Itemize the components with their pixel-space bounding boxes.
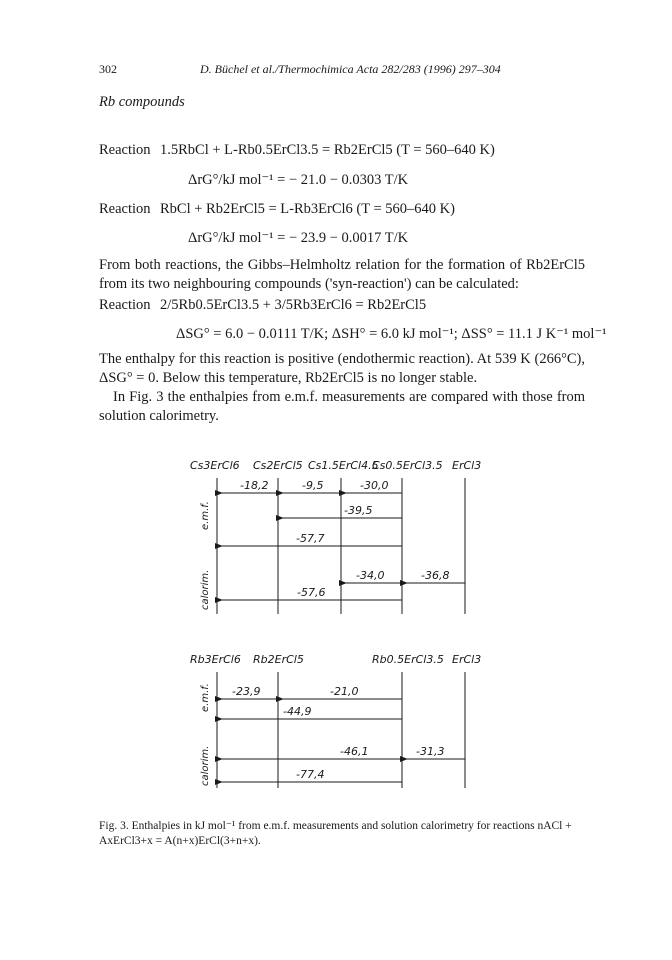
cs-header-3: Cs1.5ErCl4.5 bbox=[308, 459, 379, 472]
cs-header-5: ErCl3 bbox=[452, 459, 482, 472]
rb-cal-value: -77,4 bbox=[296, 768, 325, 781]
figure-caption: Fig. 3. Enthalpies in kJ mol⁻¹ from e.m.f. measurements and solution calorimetry for reactions nACl + AxErCl3+x = A(n+x)ErCl(3+n+x). bbox=[99, 820, 572, 847]
section-title: Rb compounds bbox=[99, 94, 185, 110]
paragraph-1: From both reactions, the Gibbs–Helmholtz relation for the formation of Rb2ErCl5 from its two neighbouring compounds ('syn-reaction') can be calculated: bbox=[99, 257, 585, 292]
reaction-3-values: ΔSG° = 6.0 − 0.0111 T/K; ΔSH° = 6.0 kJ mol⁻¹; ΔSS° = 11.1 J K⁻¹ mol⁻¹ bbox=[176, 326, 607, 342]
cs-cal-value: -57,6 bbox=[297, 586, 326, 599]
paragraph-3: In Fig. 3 the enthalpies from e.m.f. measurements are compared with those from solution calorimetry. bbox=[99, 389, 585, 424]
reaction-1-equation: 1.5RbCl + L-Rb0.5ErCl3.5 = Rb2ErCl5 (T = 560–640 K) bbox=[160, 142, 495, 158]
running-head: D. Büchel et al./Thermochimica Acta 282/283 (1996) 297–304 bbox=[200, 62, 501, 76]
cs-emf-value: -9,5 bbox=[302, 479, 324, 492]
reaction-3-equation: 2/5Rb0.5ErCl3.5 + 3/5Rb3ErCl6 = Rb2ErCl5 bbox=[160, 297, 427, 313]
rb-emf-axis-label: e.m.f. bbox=[200, 683, 211, 712]
rb-emf-value: -23,9 bbox=[232, 685, 261, 698]
rb-header-4: ErCl3 bbox=[452, 653, 482, 666]
rb-cal-value: -46,1 bbox=[340, 745, 369, 758]
reaction-1-label: Reaction bbox=[99, 142, 151, 158]
paragraph-2: The enthalpy for this reaction is positive (endothermic reaction). At 539 K (266°C), ΔSG° = 0. Below this temperature, Rb2ErCl5 is no longer stable. bbox=[99, 351, 585, 386]
cs-header-1: Cs3ErCl6 bbox=[190, 459, 240, 472]
reaction-2-equation: RbCl + Rb2ErCl5 = L-Rb3ErCl6 (T = 560–640 K) bbox=[160, 201, 455, 217]
reaction-3-label: Reaction bbox=[99, 297, 151, 313]
cs-emf-axis-label: e.m.f. bbox=[200, 501, 211, 530]
cs-calorim-axis-label: calorim. bbox=[200, 569, 211, 610]
cs-header-4: Cs0.5ErCl3.5 bbox=[372, 459, 443, 472]
page-number: 302 bbox=[99, 62, 117, 76]
cs-emf-value: -18,2 bbox=[240, 479, 269, 492]
cs-header-2: Cs2ErCl5 bbox=[253, 459, 303, 472]
reaction-1-gibbs: ΔrG°/kJ mol⁻¹ = − 21.0 − 0.0303 T/K bbox=[188, 172, 409, 188]
rb-cal-value: -31,3 bbox=[416, 745, 445, 758]
cs-cal-value: -36,8 bbox=[421, 569, 450, 582]
reaction-2-gibbs: ΔrG°/kJ mol⁻¹ = − 23.9 − 0.0017 T/K bbox=[188, 230, 409, 246]
cs-emf-value: -30,0 bbox=[360, 479, 389, 492]
rb-calorim-axis-label: calorim. bbox=[200, 745, 211, 786]
rb-emf-value: -44,9 bbox=[283, 705, 312, 718]
cs-cal-value: -34,0 bbox=[356, 569, 385, 582]
rb-header-3: Rb0.5ErCl3.5 bbox=[372, 653, 444, 666]
rb-header-1: Rb3ErCl6 bbox=[190, 653, 241, 666]
reaction-2-label: Reaction bbox=[99, 201, 151, 217]
cs-emf-value: -39,5 bbox=[344, 504, 373, 517]
cs-emf-value: -57,7 bbox=[296, 532, 325, 545]
rb-header-2: Rb2ErCl5 bbox=[253, 653, 304, 666]
rb-emf-value: -21,0 bbox=[330, 685, 359, 698]
